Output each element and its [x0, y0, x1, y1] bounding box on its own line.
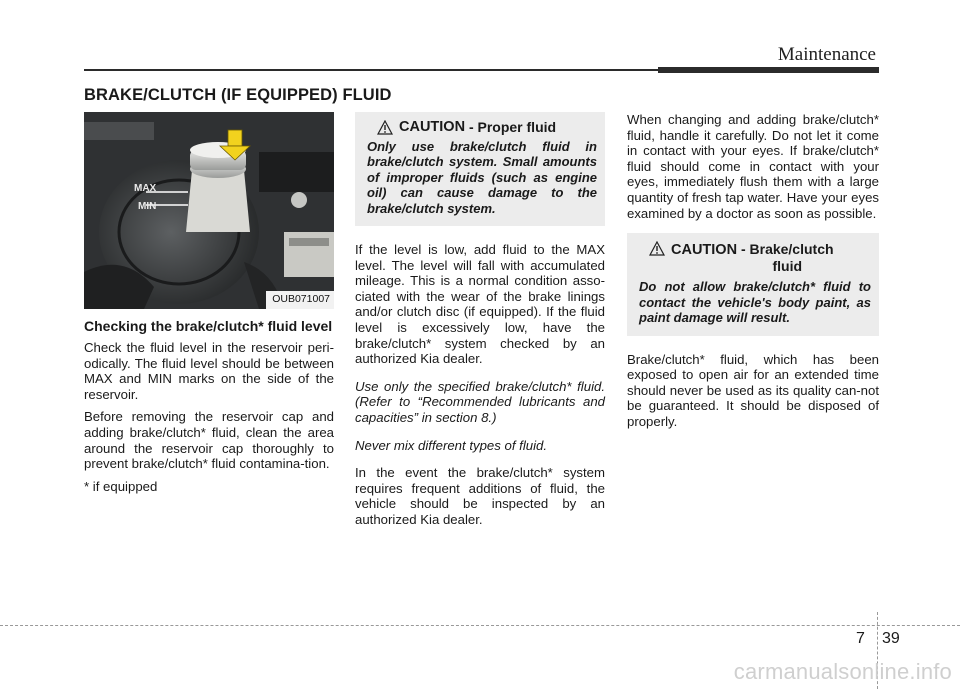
- caution-label: CAUTION: [399, 119, 466, 135]
- caution-body: Do not allow brake/clutch* fluid to contact the vehicle's body paint, as paint damage will result.: [639, 279, 871, 326]
- caution-subtitle: - Proper fluid: [465, 119, 557, 135]
- column-middle: [355, 112, 605, 535]
- column-left: [84, 112, 334, 501]
- header-title: Maintenance: [777, 44, 876, 65]
- max-mark-label: MAX: [134, 183, 157, 194]
- column-right: [627, 112, 879, 437]
- chapter-number: 7: [856, 630, 865, 647]
- figure-code: OUB071007: [266, 291, 334, 309]
- paragraph-italic: Use only the specified brake/clutch* fluid. (Refer to “Recommended lubricants and capacities” in section 8.): [355, 378, 605, 426]
- footnote: * if equipped: [84, 478, 158, 494]
- caution-box-brake-clutch-fluid: [627, 233, 879, 336]
- watermark: carmanualsonline.info: [733, 659, 952, 684]
- caution-subtitle-cont: fluid: [772, 258, 803, 275]
- paragraph: In the event the brake/clutch* system requires frequent additions of fluid, the vehicle should be inspected by an authorized Kia dealer.: [355, 465, 605, 527]
- paragraph: Check the fluid level in the reservoir peri-odically. The fluid level should be between MAX and MIN marks on the side of the reservoir.: [84, 340, 334, 402]
- footer-rule: [0, 625, 960, 626]
- paragraph: Before removing the reservoir cap and adding brake/clutch* fluid, clean the area around the reservoir cap thoroughly to prevent brake/clutch* fluid contamina-tion.: [84, 409, 334, 472]
- warning-triangle-icon: [649, 241, 665, 256]
- paragraph: If the level is low, add fluid to the MAX level. The level will fall with accumulated mileage. This is a normal condition asso-ciated with the wear of the brake linings and/or clutch disc (if equipped). If the fluid level is excessively low, have the brake/clutch* system checked by an authorized Kia dealer.: [355, 242, 605, 367]
- warning-triangle-icon: [377, 120, 393, 135]
- paragraph: Brake/clutch* fluid, which has been exposed to open air for an extended time should never be used as its quality can-not be guaranteed. It should be disposed of properly.: [627, 351, 879, 430]
- page-number: 39: [882, 630, 900, 647]
- caution-box-proper-fluid: [355, 112, 605, 226]
- caution-subtitle: - Brake/clutch: [737, 241, 834, 258]
- reservoir-illustration: [84, 112, 334, 309]
- subheading-checking-level: Checking the brake/clutch* fluid level: [84, 318, 333, 334]
- caution-body: Only use brake/clutch fluid in brake/clutch system. Small amounts of improper fluids (such as engine oil) can cause damage to the brake/clutch system.: [367, 138, 597, 216]
- header-rule-accent: [658, 67, 879, 73]
- section-title: BRAKE/CLUTCH (IF EQUIPPED) FLUID: [84, 86, 392, 104]
- caution-label: CAUTION: [671, 242, 738, 259]
- engine-bay-photo: [84, 112, 334, 309]
- paragraph: When changing and adding brake/clutch* fluid, handle it carefully. Do not let it come in contact with your eyes. If brake/clutch* fluid should come in contact with your eyes, immediately flush them with a large quantity of fresh tap water. Have your eyes examined by a doctor as soon as possible.: [627, 112, 879, 221]
- min-mark-label: MIN: [138, 201, 157, 212]
- paragraph-italic: Never mix different types of fluid.: [355, 437, 548, 453]
